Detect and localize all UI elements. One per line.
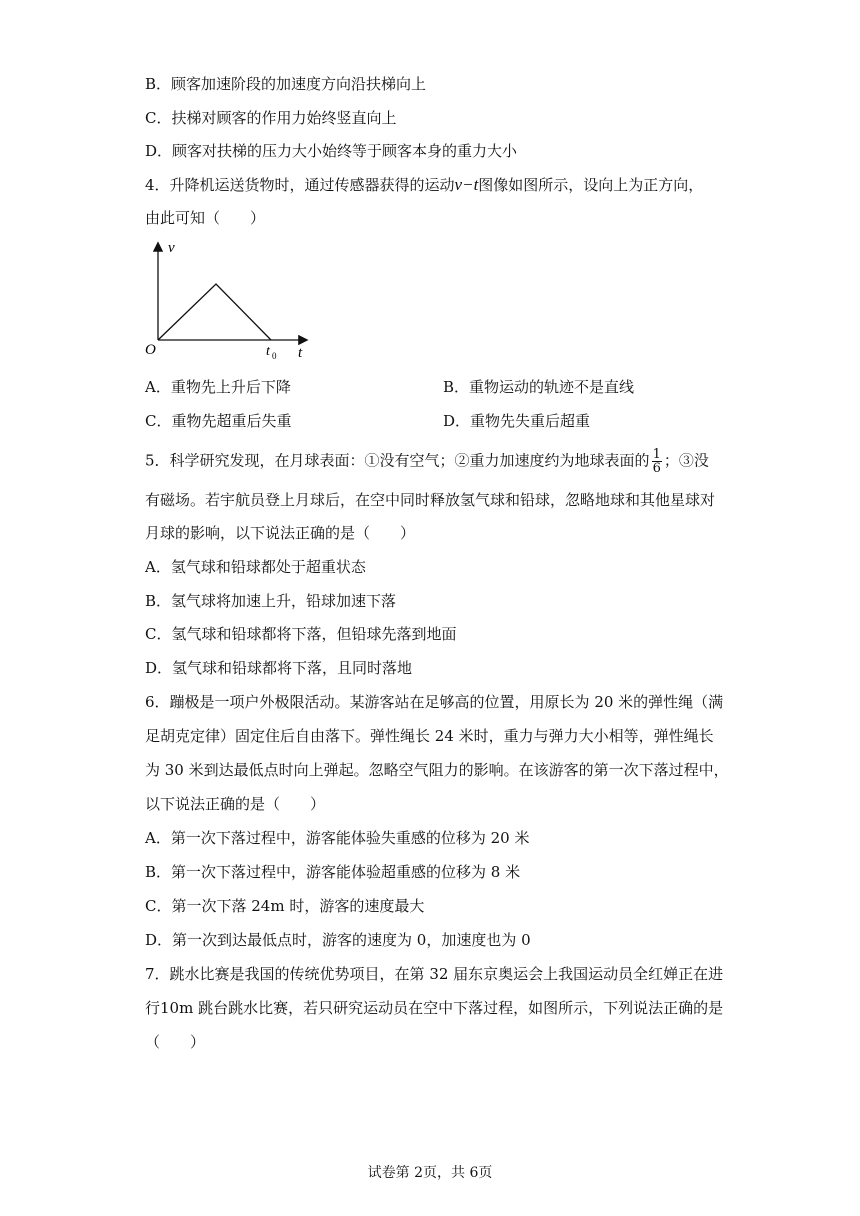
q5-stem-line3: 月球的影响，以下说法正确的是（ ） xyxy=(145,524,416,542)
q5-option-a: A．氢气球和铅球都处于超重状态 xyxy=(145,558,366,576)
q6-option-b: B．第一次下落过程中，游客能体验超重感的位移为 8 米 xyxy=(145,863,521,881)
vt-curve xyxy=(158,284,271,340)
q4-vt-graph xyxy=(140,238,320,364)
q4-stem-vt: v−t xyxy=(454,175,479,194)
t-axis-label: t xyxy=(298,345,303,361)
q4-option-d: D．重物先失重后超重 xyxy=(443,412,591,430)
q5-option-c: C．氢气球和铅球都将下落，但铅球先落到地面 xyxy=(145,625,457,643)
q5-fraction-denominator: 6 xyxy=(652,461,661,476)
q5-fraction-numerator: 1 xyxy=(652,447,661,462)
q5-stem-b: ；③没 xyxy=(663,451,709,470)
q6-option-a: A．第一次下落过程中，游客能体验失重感的位移为 20 米 xyxy=(145,829,530,847)
q5-fraction xyxy=(652,448,662,475)
q4-stem-b: 图像如图所示，设向上为正方向， xyxy=(478,176,704,194)
q5-option-d: D．氢气球和铅球都将下落，且同时落地 xyxy=(145,659,413,677)
q6-stem-line1: 6．蹦极是一项户外极限活动。某游客站在足够高的位置，用原长为 20 米的弹性绳（满 xyxy=(145,693,724,711)
t0-label: t xyxy=(266,344,270,359)
q4-option-a: A．重物先上升后下降 xyxy=(145,378,291,396)
t0-subscript: 0 xyxy=(272,351,277,361)
q5-stem-line2: 有磁场。若宇航员登上月球后，在空中同时释放氢气球和铅球，忽略地球和其他星球对 xyxy=(145,491,716,509)
q4-option-b: B．重物运动的轨迹不是直线 xyxy=(443,378,635,396)
v-axis-label: v xyxy=(168,240,175,256)
q4-stem-line2: 由此可知（ ） xyxy=(145,209,266,227)
q6-stem-line4: 以下说法正确的是（ ） xyxy=(145,795,326,813)
q3-option-d: D．顾客对扶梯的压力大小始终等于顾客本身的重力大小 xyxy=(145,142,518,160)
q4-stem-a: 4．升降机运送货物时，通过传感器获得的运动 xyxy=(145,176,455,194)
q3-option-c: C．扶梯对顾客的作用力始终竖直向上 xyxy=(145,109,397,127)
q5-stem-a: 5．科学研究发现，在月球表面：①没有空气；②重力加速度约为地球表面的 xyxy=(145,451,650,470)
q6-option-d: D．第一次到达最低点时，游客的速度为 0，加速度也为 0 xyxy=(145,931,531,949)
q3-option-b: B．顾客加速阶段的加速度方向沿扶梯向上 xyxy=(145,75,427,93)
q6-stem-line3: 为 30 米到达最低点时向上弹起。忽略空气阻力的影响。在该游客的第一次下落过程中， xyxy=(145,761,729,779)
q7-stem-line3: （ ） xyxy=(145,1033,206,1051)
page-footer: 试卷第 2页，共 6页 xyxy=(367,1165,493,1181)
q6-stem-line2: 足胡克定律）固定住后自由落下。弹性绳长 24 米时，重力与弹力大小相等，弹性绳长 xyxy=(145,727,714,745)
q7-stem-line1: 7．跳水比赛是我国的传统优势项目，在第 32 届东京奥运会上我国运动员全红婵正在进 xyxy=(145,965,724,983)
q5-stem-line1 xyxy=(145,448,709,475)
q5-option-b: B．氢气球将加速上升，铅球加速下落 xyxy=(145,592,397,610)
q4-stem-line1 xyxy=(145,175,703,195)
q6-option-c: C．第一次下落 24m 时，游客的速度最大 xyxy=(145,897,425,915)
origin-label: O xyxy=(145,342,156,358)
q4-option-c: C．重物先超重后失重 xyxy=(145,412,292,430)
q7-stem-line2: 行10m 跳台跳水比赛，若只研究运动员在空中下落过程，如图所示，下列说法正确的是 xyxy=(145,999,724,1017)
